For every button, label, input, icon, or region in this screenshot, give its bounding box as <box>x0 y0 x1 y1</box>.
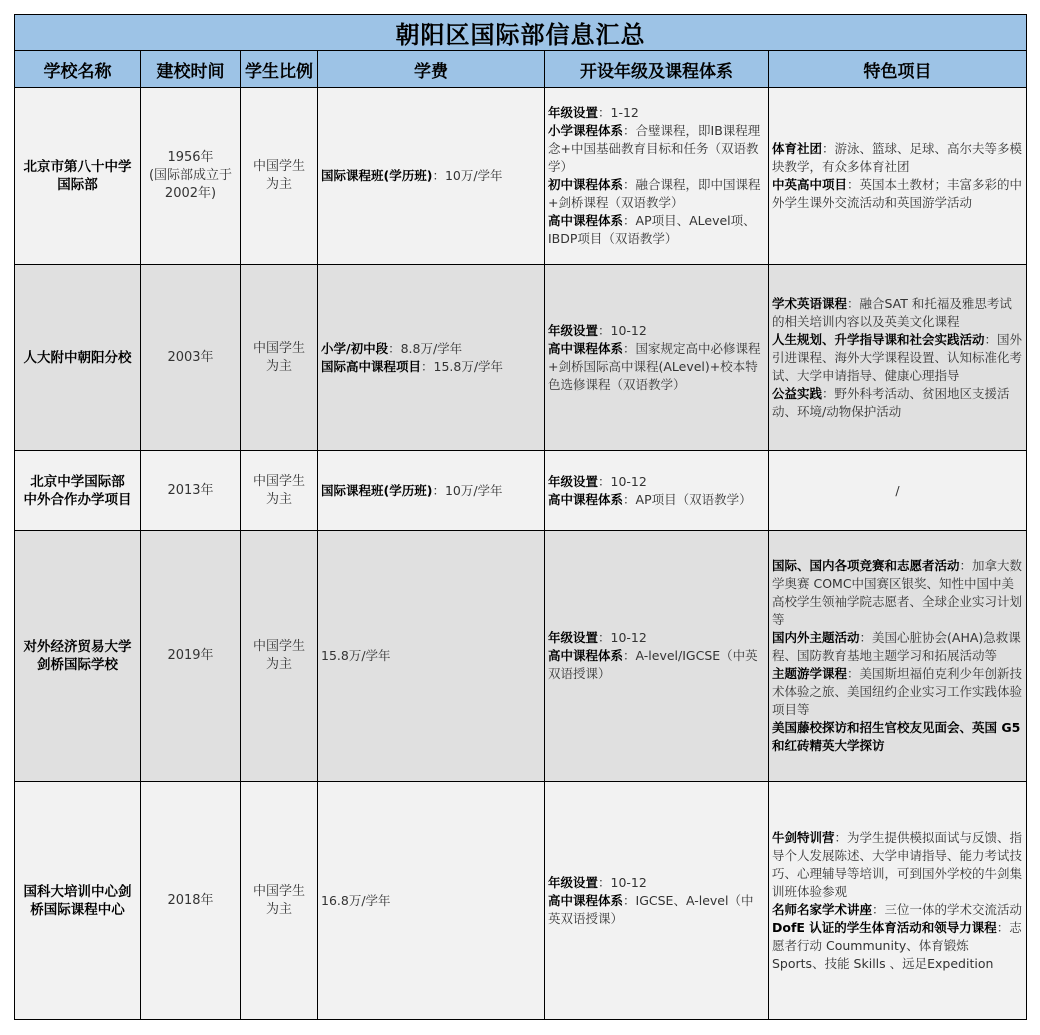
text-bold: 名师名家学术讲座 <box>772 901 873 917</box>
text-regular: ：国外引进课程、海外大学课程设置、认知标准化考试、大学申请指导、健康心理指导 <box>772 331 1023 383</box>
cell-line: 2002年) <box>164 186 217 201</box>
text-block <box>772 901 1023 919</box>
header-row <box>15 51 1027 88</box>
tuition-cell <box>318 531 545 782</box>
text-block <box>321 892 541 910</box>
cell-line: 中外合作办学项目 <box>23 491 132 508</box>
text-bold: 年级设置 <box>548 322 599 338</box>
text-regular: ：15.8万/学年 <box>421 358 504 374</box>
text-bold: 人生规划、升学指导课和社会实践活动 <box>772 331 985 347</box>
text-regular: ：8.8万/学年 <box>388 340 463 356</box>
school-name-cell <box>15 88 141 265</box>
text-block <box>772 140 1023 176</box>
school-name-cell <box>15 451 141 531</box>
features-cell <box>769 265 1027 451</box>
text-bold: 中英高中项目 <box>772 177 848 192</box>
text-regular: ：游泳、篮球、足球、高尔夫等多模块教学，有众多体育社团 <box>772 141 1023 174</box>
page-title: 朝阳区国际部信息汇总 <box>15 15 1027 51</box>
cell-line: 国科大培训中心剑 <box>23 883 132 900</box>
text-bold: 高中课程体系 <box>548 648 624 663</box>
text-block <box>548 491 765 509</box>
text-regular: ：野外科考活动、贫困地区支援活动、环境/动物保护活动 <box>772 385 1010 419</box>
cell-line: 北京市第八十中学 <box>23 159 132 175</box>
text-regular: ：10-12 <box>598 874 647 890</box>
text-bold: 国际高中课程项目 <box>321 358 422 374</box>
header-tuition: 学费 <box>318 51 545 88</box>
cell-line: 2013年 <box>167 482 214 498</box>
header-student-ratio: 学生比例 <box>241 51 318 88</box>
text-block <box>772 557 1023 629</box>
text-block <box>548 340 765 394</box>
features-cell <box>769 88 1027 265</box>
cell-line: 中国学生 <box>252 340 305 356</box>
text-bold: 国际、国内各项竞赛和志愿者活动 <box>772 558 960 573</box>
cell-line: 人大附中朝阳分校 <box>23 349 132 366</box>
text-block <box>548 629 765 647</box>
text-regular: ：合璧课程，即IB课程理念+中国基础教育目标和任务（双语教学） <box>548 123 761 174</box>
school-name-cell <box>15 531 141 782</box>
cell-line: (国际部成立于 <box>148 168 233 183</box>
cell-line: 为主 <box>265 177 292 192</box>
founded-cell <box>141 451 241 531</box>
cell-line: 中国学生 <box>252 473 305 489</box>
curriculum-cell <box>545 88 769 265</box>
tuition-cell <box>318 451 545 531</box>
text-block <box>772 295 1023 331</box>
text-block <box>321 358 541 376</box>
text-regular: ：1-12 <box>598 105 639 120</box>
text-regular: 15.8万/学年 <box>321 648 391 663</box>
cell-line: 为主 <box>265 657 292 672</box>
text-regular: ：融合SAT 和托福及雅思考试的相关培训内容以及英美文化课程 <box>772 295 1012 329</box>
student-ratio-cell <box>241 451 318 531</box>
text-regular: ：10-12 <box>598 322 647 338</box>
text-bold: 美国藤校探访和招生官校友见面会、英国 G5 和红砖精英大学探访 <box>772 720 1021 753</box>
table-row <box>15 88 1027 265</box>
text-regular: ：三位一体的学术交流活动 <box>872 901 1023 917</box>
features-cell <box>769 451 1027 531</box>
cell-line: 2018年 <box>167 892 214 908</box>
cell-line: 国际部 <box>57 177 98 193</box>
text-regular: ：10-12 <box>598 473 647 489</box>
cell-line: 2003年 <box>167 349 214 365</box>
cell-line: 剑桥国际学校 <box>37 657 118 673</box>
text-block <box>772 331 1023 385</box>
text-block <box>548 176 765 212</box>
text-regular: ：10万/学年 <box>432 168 503 183</box>
text-bold: 体育社团 <box>772 141 823 156</box>
header-founded: 建校时间 <box>141 51 241 88</box>
text-regular: ：10万/学年 <box>432 482 503 498</box>
curriculum-cell <box>545 531 769 782</box>
text-regular: ：为学生提供模拟面试与反馈、指导个人发展陈述、大学申请指导、能力考试技巧、心理辅导等培训，可到国外学校的牛剑集训班体验参观 <box>772 829 1023 899</box>
text-regular: ：美国斯坦福伯克利少年创新技术体验之旅、美国纽约企业实习工作实践体验项目等 <box>772 666 1023 717</box>
text-regular: ：10-12 <box>598 630 647 645</box>
tuition-cell <box>318 88 545 265</box>
tuition-cell <box>318 782 545 1020</box>
text-block <box>772 176 1023 212</box>
cell-line: 为主 <box>265 358 292 374</box>
text-regular: ：AP项目、ALevel项、IBDP项目（双语教学） <box>548 213 756 246</box>
features-cell <box>769 782 1027 1020</box>
table-row <box>15 265 1027 451</box>
text-block <box>548 104 765 122</box>
school-name-cell <box>15 782 141 1020</box>
student-ratio-cell <box>241 88 318 265</box>
founded-cell <box>141 88 241 265</box>
cell-line: 中国学生 <box>252 883 305 899</box>
text-block <box>321 167 541 185</box>
cell-line: 北京中学国际部 <box>30 473 125 490</box>
school-name-cell <box>15 265 141 451</box>
text-block <box>321 647 541 665</box>
student-ratio-cell <box>241 782 318 1020</box>
text-block <box>772 629 1023 665</box>
curriculum-cell <box>545 451 769 531</box>
cell-line: 2019年 <box>167 648 214 663</box>
text-bold: 公益实践 <box>772 385 823 401</box>
founded-cell <box>141 531 241 782</box>
text-block <box>548 473 765 491</box>
text-bold: 国际课程班(学历班) <box>321 168 433 183</box>
text-bold: 牛剑特训营 <box>772 829 835 845</box>
text-block <box>772 919 1023 973</box>
text-bold: 国际课程班(学历班) <box>321 482 433 498</box>
text-regular: ：英国本土教材；丰富多彩的中外学生课外交流活动和英国游学活动 <box>772 177 1023 210</box>
text-regular: ：融合课程，即中国课程+剑桥课程（双语教学） <box>548 177 761 210</box>
info-sheet <box>14 14 1026 1020</box>
text-regular: ：加拿大数学奥赛 COMC中国赛区银奖、知性中国中美高校学生领袖学院志愿者、全球企业实习计划等 <box>772 558 1023 627</box>
text-regular: ：美国心脏协会(AHA)急救课程、国防教育基地主题学习和拓展活动等 <box>772 630 1021 663</box>
founded-cell <box>141 782 241 1020</box>
text-bold: 年级设置 <box>548 105 599 120</box>
text-bold: DofE 认证的学生体育活动和领导力课程 <box>772 919 997 935</box>
curriculum-cell <box>545 265 769 451</box>
cell-line: 中国学生 <box>252 159 305 174</box>
text-bold: 高中课程体系 <box>548 340 624 356</box>
text-block <box>548 122 765 176</box>
summary-table <box>14 14 1027 1020</box>
text-bold: 初中课程体系 <box>548 177 624 192</box>
cell-line: 桥国际课程中心 <box>30 901 125 918</box>
text-bold: 主题游学课程 <box>772 666 848 681</box>
header-school-name: 学校名称 <box>15 51 141 88</box>
text-regular: ：志愿者行动 Coummunity、体育锻炼 Sports、技能 Skills 、远足Expedition <box>772 919 1022 971</box>
text-bold: 高中课程体系 <box>548 892 624 908</box>
text-block <box>548 322 765 340</box>
cell-line: 为主 <box>265 491 292 507</box>
text-block <box>548 647 765 683</box>
text-regular: ：国家规定高中必修课程+剑桥国际高中课程(ALevel)+校本特色选修课程（双语教学） <box>548 340 761 392</box>
text-block <box>548 874 765 892</box>
cell-line: 中国学生 <box>252 639 305 654</box>
empty-mark: / <box>895 482 900 498</box>
text-bold: 小学课程体系 <box>548 123 624 138</box>
tuition-cell <box>318 265 545 451</box>
cell-line: 1956年 <box>167 150 214 165</box>
founded-cell <box>141 265 241 451</box>
text-block <box>321 340 541 358</box>
text-bold: 年级设置 <box>548 874 599 890</box>
text-regular: ：AP项目（双语教学） <box>623 491 752 507</box>
text-block <box>772 665 1023 719</box>
table-row <box>15 782 1027 1020</box>
text-bold: 小学/初中段 <box>321 340 389 356</box>
student-ratio-cell <box>241 531 318 782</box>
text-bold: 年级设置 <box>548 473 599 489</box>
header-curriculum: 开设年级及课程体系 <box>545 51 769 88</box>
text-block <box>321 482 541 500</box>
text-block <box>548 212 765 248</box>
features-cell <box>769 531 1027 782</box>
curriculum-cell <box>545 782 769 1020</box>
text-block <box>772 829 1023 901</box>
text-bold: 学术英语课程 <box>772 295 848 311</box>
table-row <box>15 531 1027 782</box>
text-bold: 国内外主题活动 <box>772 630 860 645</box>
cell-line: 为主 <box>265 901 292 917</box>
text-regular: 16.8万/学年 <box>321 892 391 908</box>
text-block <box>548 892 765 928</box>
table-row <box>15 451 1027 531</box>
text-bold: 高中课程体系 <box>548 213 624 228</box>
text-regular: ：IGCSE、A-level（中英双语授课） <box>548 892 754 926</box>
text-block <box>772 719 1023 755</box>
cell-line: 对外经济贸易大学 <box>23 639 132 655</box>
text-bold: 高中课程体系 <box>548 491 624 507</box>
student-ratio-cell <box>241 265 318 451</box>
header-features: 特色项目 <box>769 51 1027 88</box>
text-regular: ：A-level/IGCSE（中英双语授课） <box>548 648 758 681</box>
text-block <box>772 385 1023 421</box>
text-bold: 年级设置 <box>548 630 599 645</box>
